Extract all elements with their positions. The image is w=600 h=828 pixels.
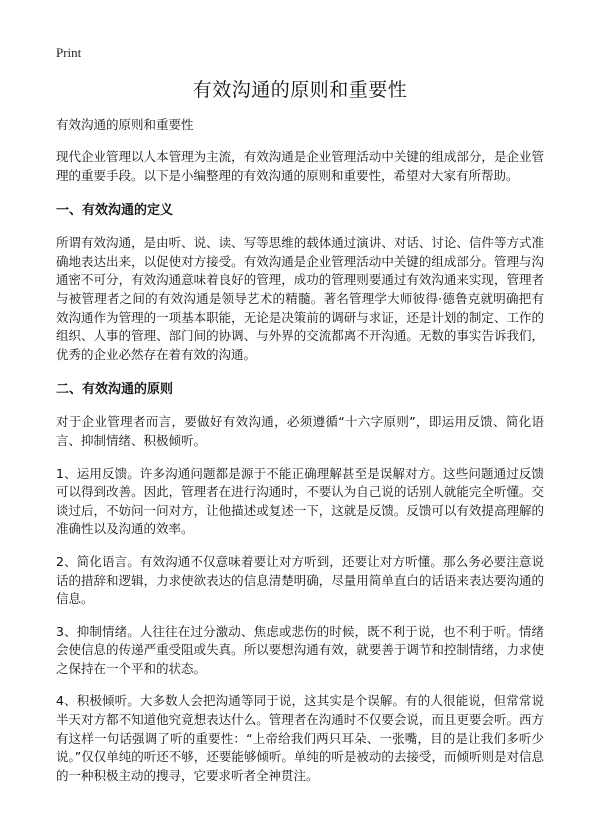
page-subtitle: 有效沟通的原则和重要性 xyxy=(56,117,194,132)
definition-paragraph: 所谓有效沟通，是由听、说、读、写等思维的载体通过演讲、对话、讨论、信件等方式准确地表达出来，以促使对方接受。有效沟通是企业管理活动中关键的组成部分。管理与沟通密不可分，有效沟通意味着良好的管理，成功的管理则要通过有效沟通来实现，管理者与被管理者之间的有效沟通是领导艺术的精髓。著名管理学大师彼得·德鲁克就明确把有效沟通作为管理的一项基本职能，无论是决策前的调研与求证，还是计划的制定、工作的组织、人事的管理、部门间的协调、与外界的交流都离不开沟通。无数的事实告诉我们，优秀的企业必然存在着有效的沟通。 xyxy=(56,235,544,362)
section-heading-definition: 一、有效沟通的定义 xyxy=(56,203,174,219)
principle-feedback-paragraph: 1、运用反馈。许多沟通问题都是源于不能正确理解甚至是误解对方。这些问题通过反馈可以得到改善。因此，管理者在进行沟通时，不要认为自己说的话别人就能完全听懂。交谈过后，不妨问一问对方，让他描述或复述一下，这就是反馈。反馈可以有效提高理解的准确性以及沟通的效率。 xyxy=(56,465,544,537)
print-link[interactable]: Print xyxy=(56,45,82,60)
page-title: 有效沟通的原则和重要性 xyxy=(192,79,408,101)
principle-active-listening-paragraph: 4、积极倾听。大多数人会把沟通等同于说，这其实是个误解。有的人很能说，但常常说半天对方都不知道他究竟想表达什么。管理者在沟通时不仅要会说，而且更要会听。西方有这样一句话强调了听的重要性：“上帝给我们两只耳朵、一张嘴，目的是让我们多听少说。”仅仅单纯的听还不够，还要能够倾听。单纯的听是被动的去接受，而倾听则是对信息的一种积极主动的搜寻，它要求听者全神贯注。 xyxy=(56,693,544,783)
intro-paragraph: 现代企业管理以人本管理为主流，有效沟通是企业管理活动中关键的组成部分，是企业管理的重要手段。以下是小编整理的有效沟通的原则和重要性，希望对大家有所帮助。 xyxy=(56,149,544,183)
principle-control-emotion-paragraph: 3、抑制情绪。人往往在过分激动、焦虑或悲伤的时候，既不利于说，也不利于听。情绪会使信息的传递严重受阻或失真。所以要想沟通有效，就要善于调节和控制情绪，力求使之保持在一个平和的状态。 xyxy=(56,623,544,676)
section-heading-principles: 二、有效沟通的原则 xyxy=(56,382,174,398)
principle-simplify-language-paragraph: 2、简化语言。有效沟通不仅意味着要让对方听到，还要让对方听懂。那么务必要注意说话的措辞和逻辑，力求使欲表达的信息清楚明确，尽量用简单直白的话语来表达要沟通的信息。 xyxy=(56,553,544,607)
principles-intro-paragraph: 对于企业管理者而言，要做好有效沟通，必须遵循“十六字原则”，即运用反馈、简化语言、抑制情绪、积极倾听。 xyxy=(56,414,544,448)
